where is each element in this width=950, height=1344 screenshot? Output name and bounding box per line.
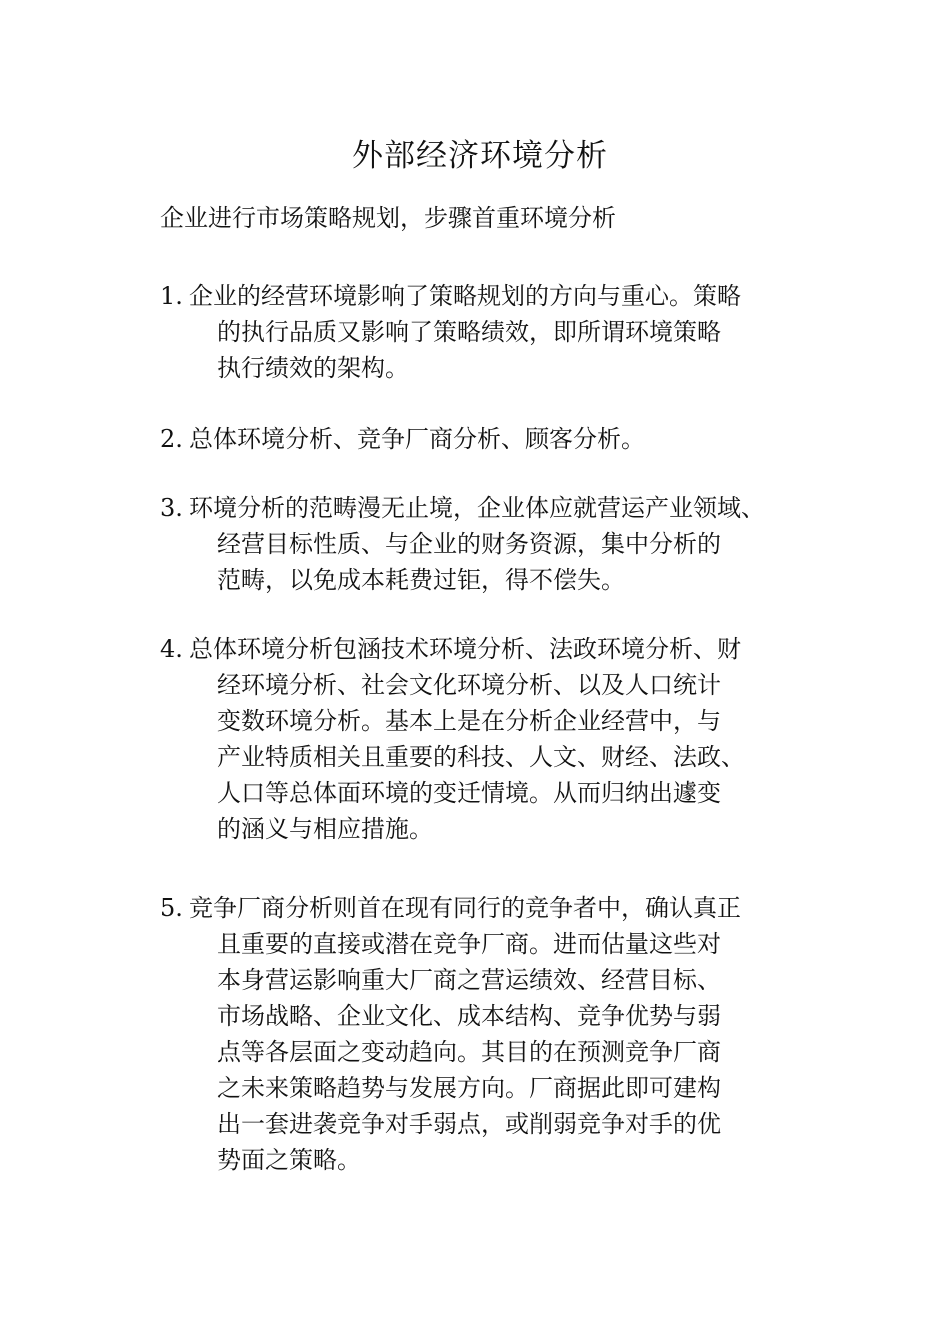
document-subtitle: 企业进行市场策略规划，步骤首重环境分析 — [160, 204, 616, 232]
list-item-line: 出一套进袭竞争对手弱点，或削弱竞争对手的优 — [217, 1110, 721, 1138]
list-item-line: 执行绩效的架构。 — [217, 354, 409, 382]
list-item-line: 的涵义与相应措施。 — [217, 815, 433, 843]
list-item-line: 范畴，以免成本耗费过钜，得不偿失。 — [217, 566, 625, 594]
list-item-line — [160, 490, 800, 526]
list-item-line: 点等各层面之变动趋向。其目的在预测竞争厂商 — [217, 1038, 721, 1066]
list-item-1 — [160, 278, 800, 386]
list-item-line: 经营目标性质、与企业的财务资源，集中分析的 — [217, 530, 721, 558]
list-item-line — [160, 278, 800, 314]
list-item-line: 的执行品质又影响了策略绩效，即所谓环境策略 — [217, 318, 721, 346]
list-item-2 — [160, 421, 800, 457]
list-item-line: 产业特质相关且重要的科技、人文、财经、法政、 — [217, 743, 745, 771]
list-item-line: 变数环境分析。基本上是在分析企业经营中，与 — [217, 707, 721, 735]
list-item-line — [160, 890, 800, 926]
list-item-number: 5. — [160, 894, 183, 922]
list-item-text: 企业的经营环境影响了策略规划的方向与重心。策略 — [189, 282, 741, 310]
list-item-line: 且重要的直接或潜在竞争厂商。进而估量这些对 — [217, 930, 721, 958]
list-item-text: 总体环境分析、竞争厂商分析、顾客分析。 — [189, 425, 645, 453]
list-item-text: 总体环境分析包涵技术环境分析、法政环境分析、财 — [189, 635, 741, 663]
list-item-number: 1. — [160, 282, 183, 310]
document-title: 外部经济环境分析 — [352, 138, 608, 174]
list-item-number: 4. — [160, 635, 183, 663]
list-item-line — [160, 421, 800, 457]
list-item-text: 环境分析的范畴漫无止境，企业体应就营运产业领域、 — [189, 494, 765, 522]
list-item-line: 之未来策略趋势与发展方向。厂商据此即可建构 — [217, 1074, 721, 1102]
list-item-3 — [160, 490, 800, 598]
list-item-line: 势面之策略。 — [217, 1146, 361, 1174]
list-item-number: 2. — [160, 425, 183, 453]
list-item-text: 竞争厂商分析则首在现有同行的竞争者中，确认真正 — [189, 894, 741, 922]
list-item-line: 经环境分析、社会文化环境分析、以及人口统计 — [217, 671, 721, 699]
list-item-line — [160, 631, 800, 667]
list-item-5 — [160, 890, 800, 1178]
list-item-number: 3. — [160, 494, 183, 522]
list-item-line: 本身营运影响重大厂商之营运绩效、经营目标、 — [217, 966, 721, 994]
list-item-line: 市场战略、企业文化、成本结构、竞争优势与弱 — [217, 1002, 721, 1030]
list-item-4 — [160, 631, 800, 847]
list-item-line: 人口等总体面环境的变迁情境。从而归纳出遽变 — [217, 779, 721, 807]
